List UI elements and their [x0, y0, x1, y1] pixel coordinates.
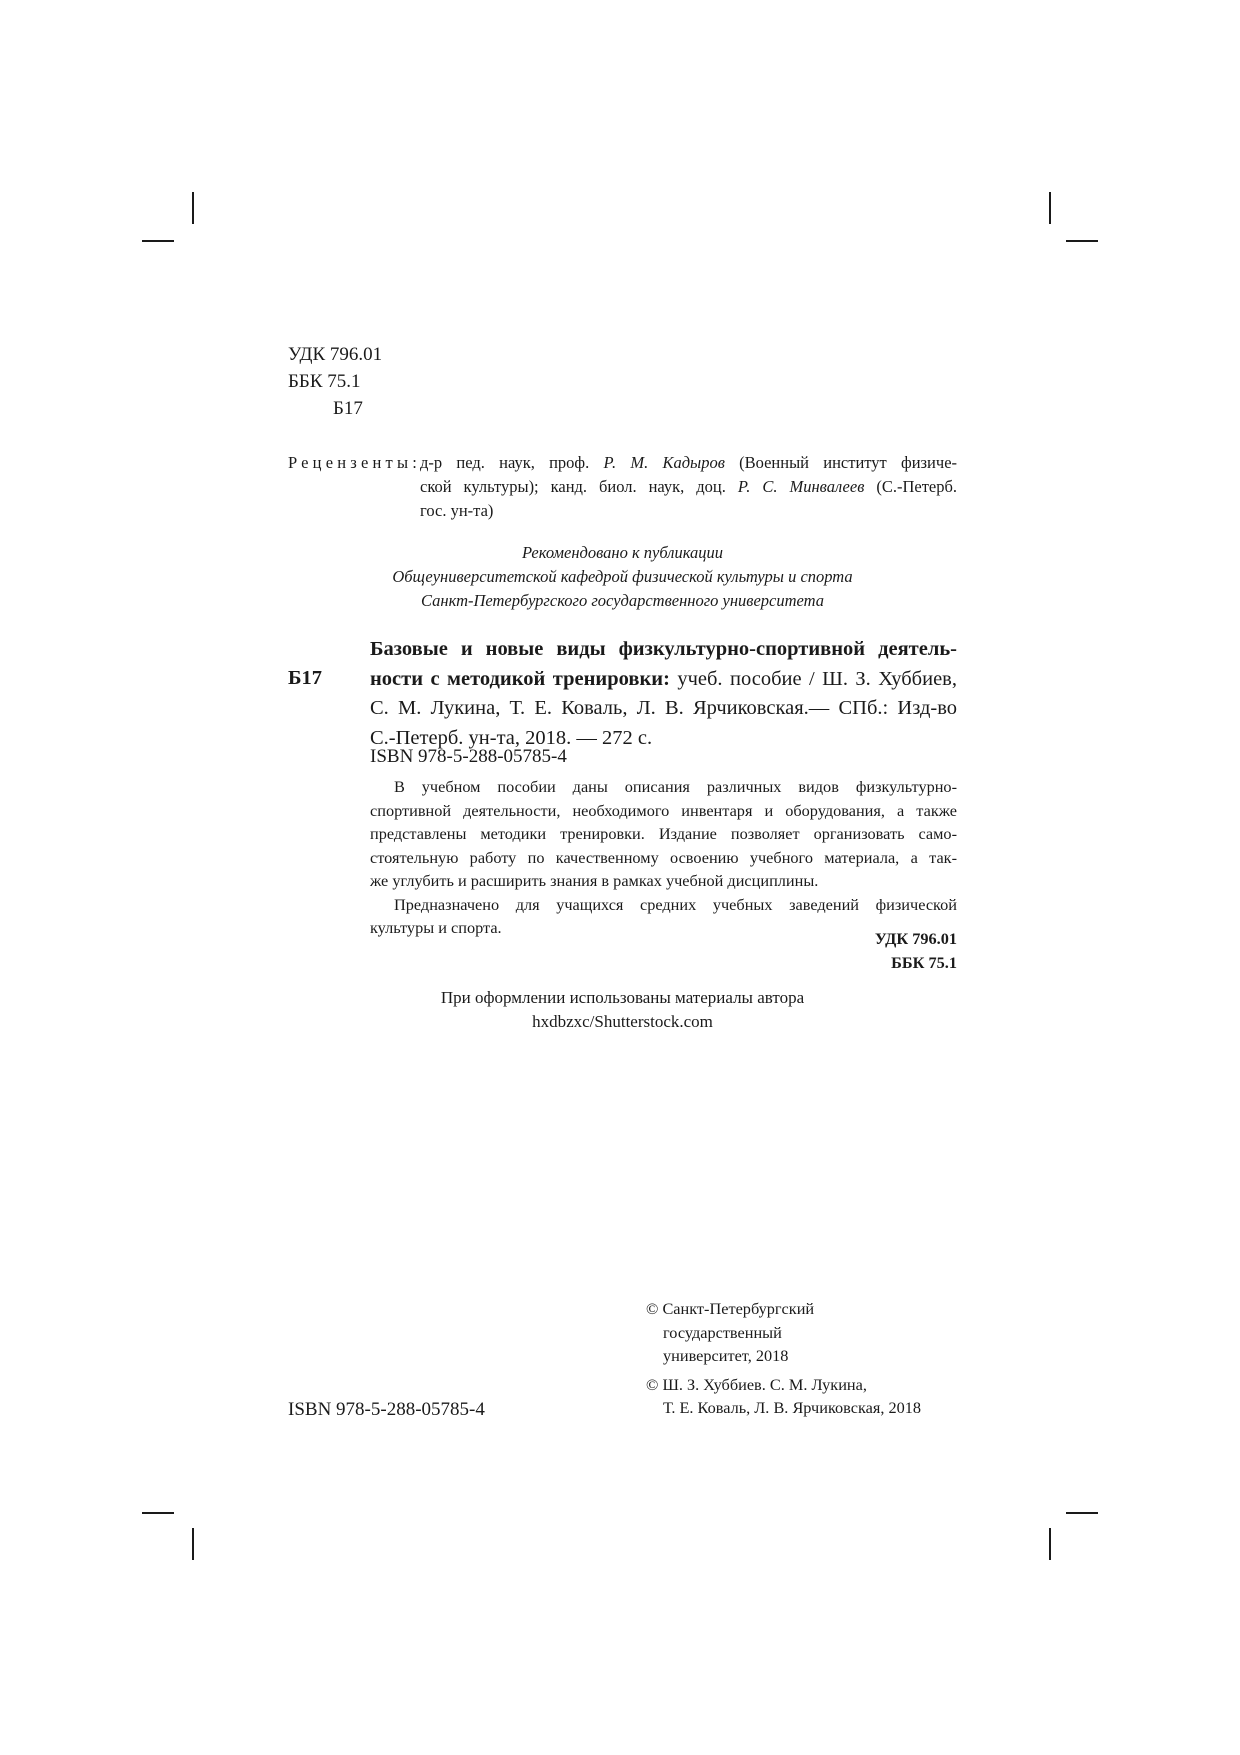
reviewer-name-1: Р. М. Кадыров — [603, 453, 725, 472]
copyright-publisher: © Санкт-Петербургский государственный университет, 2018 — [646, 1299, 815, 1365]
crop-mark-bottom-left-vertical — [192, 1528, 194, 1560]
crop-mark-bottom-left-horizontal — [142, 1512, 174, 1514]
reviewers-line-2: ской культуры); канд. биол. наук, доц. Р. С. Минвалеев (С.-Петерб. — [420, 477, 958, 496]
title-line-1: Базовые и новые виды физкультурно-спортивной деятель- — [370, 638, 957, 660]
reviewers-line-1: д-р пед. наук, проф. Р. М. Кадыров (Военный институт физиче- — [420, 453, 958, 472]
recommendation-block — [288, 541, 957, 613]
copyright-block — [646, 1297, 921, 1425]
annotation-line: стоятельную работу по качественному освоению учебного материала, а так- — [370, 847, 957, 867]
reviewers-label: Рецензенты: — [288, 453, 422, 472]
recommendation-line: Рекомендовано к публикации — [521, 543, 724, 562]
isbn-bottom: ISBN 978-5-288-05785-4 — [288, 1399, 485, 1420]
annotation-line: культуры и спорта. — [370, 918, 502, 937]
annotation-line: В учебном пособии даны описания различных видов физкультурно- — [394, 777, 957, 796]
isbn-main: ISBN 978-5-288-05785-4 — [370, 746, 567, 767]
reviewers-block — [288, 451, 957, 523]
design-credit-source: hxdbzxc/Shutterstock.com — [532, 1012, 713, 1031]
bbk-code-right: ББК 75.1 — [891, 953, 957, 972]
bbk-code: ББК 75.1 — [288, 371, 361, 392]
title-line-4: С.-Петерб. ун-та, 2018. — 272 с. — [370, 726, 653, 749]
reviewers-line-3: гос. ун-та) — [420, 501, 494, 520]
title-author-mark: Б17 — [288, 667, 323, 689]
udk-code-right: УДК 796.01 — [874, 929, 957, 948]
title-line-3: С. М. Лукина, Т. Е. Коваль, Л. В. Ярчиковская.— СПб.: Изд-во — [370, 697, 957, 719]
crop-mark-bottom-right-vertical — [1049, 1528, 1051, 1560]
crop-mark-top-right-horizontal — [1066, 240, 1098, 242]
bibliographic-description — [370, 635, 957, 753]
recommendation-line: Общеуниверситетской кафедрой физической культуры и спорта — [392, 567, 853, 586]
udk-code: УДК 796.01 — [288, 344, 383, 365]
crop-mark-top-left-vertical — [192, 192, 194, 224]
crop-mark-bottom-right-horizontal — [1066, 1512, 1098, 1514]
crop-mark-top-right-vertical — [1049, 192, 1051, 224]
recommendation-line: Санкт-Петербургского государственного университета — [421, 591, 824, 610]
author-mark: Б17 — [333, 398, 363, 419]
annotation-line: Предназначено для учащихся средних учебных заведений физической — [394, 894, 957, 914]
design-credit-line: При оформлении использованы материалы автора — [440, 988, 805, 1007]
copyright-authors: © Ш. З. Хуббиев. С. М. Лукина, Т. Е. Коваль, Л. В. Ярчиковская, 2018 — [646, 1374, 922, 1417]
annotation-block — [370, 775, 957, 940]
title-line-2: ности с методикой тренировки: учеб. пособие / Ш. З. Хуббиев, — [370, 667, 957, 690]
design-credit — [288, 986, 957, 1034]
classification-right — [700, 927, 957, 975]
annotation-line: же углубить и расширить знания в рамках учебной дисциплины. — [370, 871, 819, 890]
classification-block — [288, 341, 382, 422]
annotation-line: спортивной деятельности, необходимого инвентаря и оборудования, а также — [370, 800, 957, 820]
crop-mark-top-left-horizontal — [142, 240, 174, 242]
annotation-line: представлены методики тренировки. Издание позволяет организовать само- — [370, 824, 957, 843]
reviewer-name-2: Р. С. Минвалеев — [737, 477, 865, 496]
